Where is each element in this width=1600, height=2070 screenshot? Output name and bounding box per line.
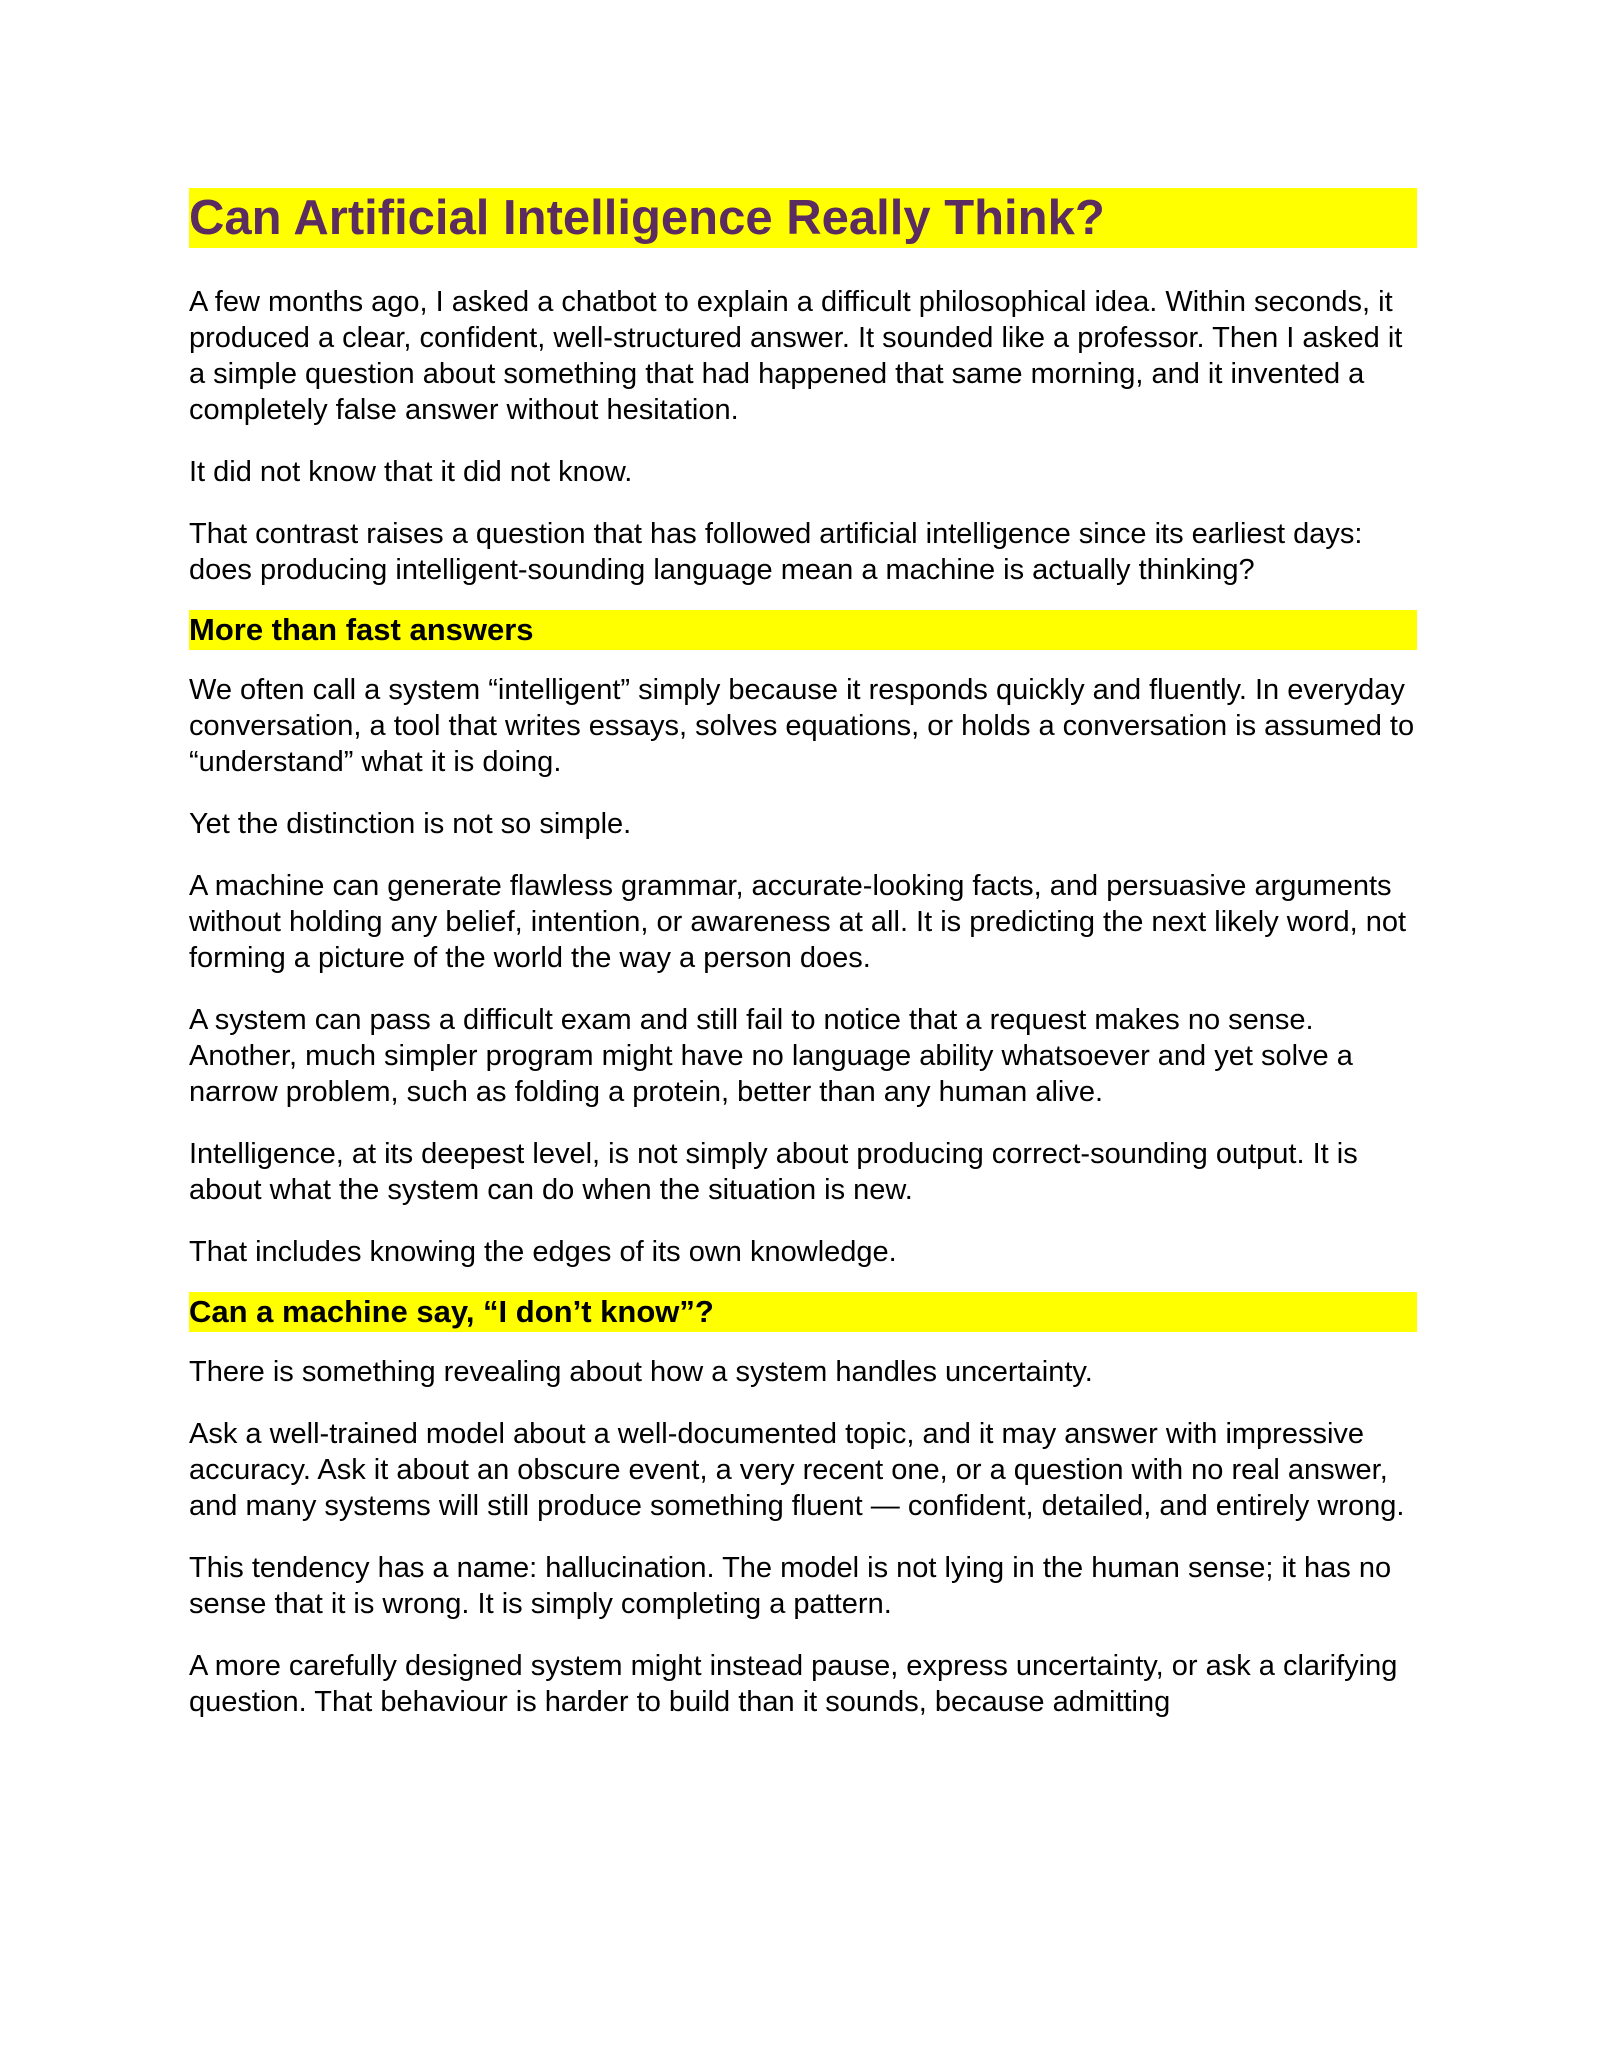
intro-paragraph: A few months ago, I asked a chatbot to explain a difficult philosophical idea. Within seconds, it produced a clear, confident, well-structured answer. It sounded like a professor. Then I asked it a simple question about something that had happened that same morning, and it invented a completely false answer without hesitation. xyxy=(189,286,1403,426)
body-paragraph: There is something revealing about how a system handles uncertainty. xyxy=(189,1356,1093,1388)
body-paragraph: That includes knowing the edges of its own knowledge. xyxy=(189,1236,897,1268)
section-heading-highlight xyxy=(189,610,1417,650)
page-title: Can Artificial Intelligence Really Think? xyxy=(189,191,1105,245)
section-heading-highlight xyxy=(189,1292,1417,1332)
body-paragraph: A system can pass a difficult exam and still fail to notice that a request makes no sense. Another, much simpler program might have no language ability whatsoever and yet solve a narrow problem, such as folding a protein, better than any human alive. xyxy=(189,1004,1353,1108)
section-heading: More than fast answers xyxy=(189,612,534,647)
body-paragraph: A more carefully designed system might instead pause, express uncertainty, or ask a clarifying question. That behaviour is harder to build than it sounds, because admitting xyxy=(189,1650,1398,1718)
intro-paragraph: That contrast raises a question that has followed artificial intelligence since its earliest days: does producing intelligent-sounding language mean a machine is actually thinking? xyxy=(189,518,1363,586)
body-paragraph: We often call a system “intelligent” simply because it responds quickly and fluently. In everyday conversation, a tool that writes essays, solves equations, or holds a conversation is assumed to “understand” what it is doing. xyxy=(189,674,1415,778)
body-paragraph: Yet the distinction is not so simple. xyxy=(189,808,632,840)
title-highlight xyxy=(189,188,1417,248)
intro-paragraph: It did not know that it did not know. xyxy=(189,456,633,488)
document-content xyxy=(189,188,1417,1746)
body-paragraph: A machine can generate flawless grammar, accurate-looking facts, and persuasive arguments without holding any belief, intention, or awareness at all. It is predicting the next likely word, not forming a picture of the world the way a person does. xyxy=(189,870,1407,974)
section-heading: Can a machine say, “I don’t know”? xyxy=(189,1294,714,1329)
body-paragraph: This tendency has a name: hallucination. The model is not lying in the human sense; it has no sense that it is wrong. It is simply completing a pattern. xyxy=(189,1552,1392,1620)
body-paragraph: Ask a well-trained model about a well-documented topic, and it may answer with impressive accuracy. Ask it about an obscure event, a very recent one, or a question with no real answer, and many systems will still produce something fluent — confident, detailed, and entirely wrong. xyxy=(189,1418,1405,1522)
body-paragraph: Intelligence, at its deepest level, is not simply about producing correct-sounding output. It is about what the system can do when the situation is new. xyxy=(189,1138,1358,1206)
